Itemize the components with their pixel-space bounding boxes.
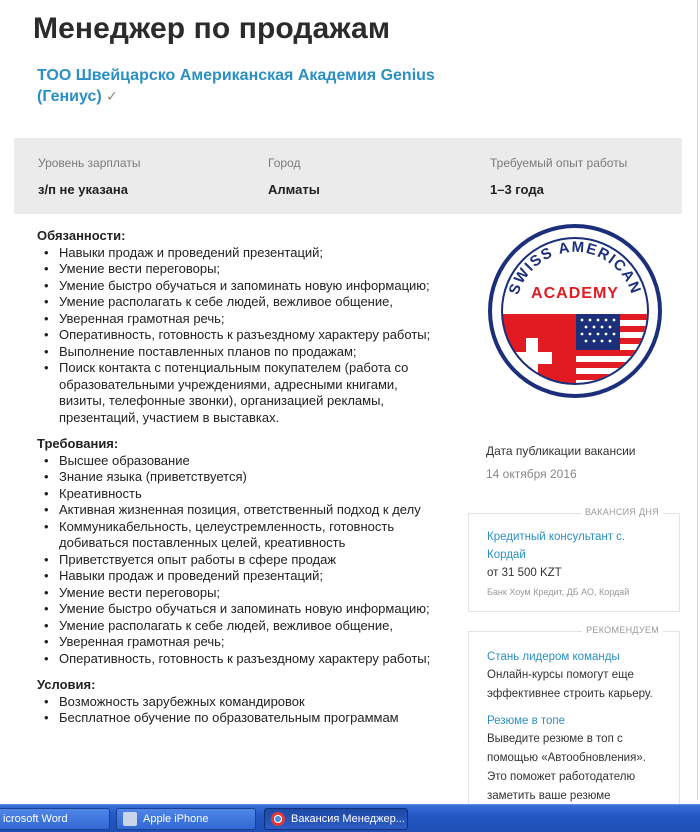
recommended-link-resume[interactable]: Резюме в топе bbox=[487, 715, 566, 727]
list-item: • Активная жизненная позиция, ответственный подход к делу bbox=[37, 502, 437, 519]
company-link[interactable] bbox=[37, 66, 457, 107]
city-label: Город bbox=[268, 156, 301, 170]
list-item: • Навыки продаж и проведений презентаций; bbox=[37, 245, 437, 262]
list-item: • Знание языка (приветствуется) bbox=[37, 469, 437, 486]
list-item: • Умение быстро обучаться и запоминать новую информацию; bbox=[37, 601, 437, 618]
experience-value: 1–3 года bbox=[490, 182, 544, 197]
publication-label: Дата публикации вакансии bbox=[486, 444, 636, 458]
vacancy-of-day-card bbox=[468, 507, 680, 612]
requirements-heading: Требования: bbox=[37, 436, 119, 451]
publication-date: 14 октября 2016 bbox=[486, 467, 577, 481]
logo-middle-text: ACADEMY bbox=[531, 285, 619, 302]
list-item: • Умение вести переговоры; bbox=[37, 261, 437, 278]
city-value: Алматы bbox=[268, 182, 320, 197]
list-item: • Креативность bbox=[37, 486, 437, 503]
list-item: • Высшее образование bbox=[37, 453, 437, 470]
taskbar-item-iphone[interactable] bbox=[116, 808, 256, 830]
duties-list bbox=[37, 245, 437, 427]
salary-value: з/п не указана bbox=[38, 182, 128, 197]
experience-label: Требуемый опыт работы bbox=[490, 156, 628, 170]
vacancy-of-day-salary: от 31 500 KZT bbox=[487, 567, 562, 579]
duties-heading: Обязанности: bbox=[37, 228, 126, 243]
taskbar-item-browser[interactable] bbox=[264, 808, 408, 830]
requirements-list bbox=[37, 453, 437, 668]
experience-block bbox=[490, 156, 627, 197]
chrome-icon bbox=[271, 812, 285, 826]
list-item: • Поиск контакта с потенциальным покупателем (работа со образовательными учреждениями, адресными книгами, визиты, телефонные звонки), организацией рекламы, презентаций, участием в выставках. bbox=[37, 360, 437, 426]
list-item: • Бесплатное обучение по образовательным программам bbox=[37, 710, 437, 727]
list-item: • Выполнение поставленных планов по продажам; bbox=[37, 344, 437, 361]
list-item: • Приветствуется опыт работы в сфере продаж bbox=[37, 552, 437, 569]
recommended-card bbox=[468, 625, 680, 811]
company-logo bbox=[486, 222, 664, 400]
taskbar-label-browser[interactable]: Вакансия Менеджер... bbox=[291, 813, 405, 825]
list-item: • Умение располагать к себе людей, вежливое общение, bbox=[37, 294, 437, 311]
conditions-list bbox=[37, 694, 437, 727]
recommended-text-resume: Выведите резюме в топ с помощью «Автообновления». Это поможет работодателю заметить ваше резюме bbox=[487, 733, 646, 802]
company-name[interactable]: ТОО Швейцарско Американская Академия Genius (Гениус) bbox=[37, 67, 435, 105]
list-item: • Навыки продаж и проведений презентаций; bbox=[37, 568, 437, 585]
list-item: • Оперативность, готовность к разъездному характеру работы; bbox=[37, 651, 437, 668]
iphone-app-icon bbox=[123, 812, 137, 826]
vacancy-of-day-employer: Банк Хоум Кредит, ДБ АО, Кордай bbox=[487, 587, 630, 597]
vacancy-title: Менеджер по продажам bbox=[33, 12, 391, 45]
vacancy-of-day-link[interactable]: Кредитный консультант с. Кордай bbox=[487, 531, 626, 561]
recommended-tag: РЕКОМЕНДУЕМ bbox=[582, 625, 663, 635]
list-item: • Коммуникабельность, целеустремленность, готовность добиваться поставленных целей, креативность bbox=[37, 519, 437, 552]
taskbar-label-iphone[interactable]: Apple iPhone bbox=[143, 813, 209, 825]
list-item: • Оперативность, готовность к разъездному характеру работы; bbox=[37, 327, 437, 344]
list-item: • Умение вести переговоры; bbox=[37, 585, 437, 602]
salary-block bbox=[38, 156, 140, 197]
taskbar-item-word[interactable] bbox=[0, 808, 110, 830]
recommended-text-leader: Онлайн-курсы помогут еще эффективнее строить карьеру. bbox=[487, 669, 653, 700]
windows-taskbar bbox=[0, 804, 700, 832]
conditions-heading: Условия: bbox=[37, 677, 96, 692]
vacancy-info-bar bbox=[14, 138, 682, 214]
list-item: • Возможность зарубежных командировок bbox=[37, 694, 437, 711]
list-item: • Умение быстро обучаться и запоминать новую информацию; bbox=[37, 278, 437, 295]
list-item: • Умение располагать к себе людей, вежливое общение, bbox=[37, 618, 437, 635]
page-edge-line bbox=[697, 0, 698, 800]
verified-check-icon: ✓ bbox=[106, 88, 118, 104]
taskbar-label-word[interactable]: icrosoft Word bbox=[3, 813, 68, 825]
logo-top-text: SWISS AMERICAN bbox=[505, 238, 645, 297]
list-item: • Уверенная грамотная речь; bbox=[37, 634, 437, 651]
salary-label: Уровень зарплаты bbox=[38, 156, 141, 170]
vacancy-of-day-tag: ВАКАНСИЯ ДНЯ bbox=[581, 507, 663, 517]
recommended-link-leader[interactable]: Стань лидером команды bbox=[487, 651, 620, 663]
city-block bbox=[268, 156, 320, 197]
vacancy-description bbox=[37, 228, 437, 737]
list-item: • Уверенная грамотная речь; bbox=[37, 311, 437, 328]
